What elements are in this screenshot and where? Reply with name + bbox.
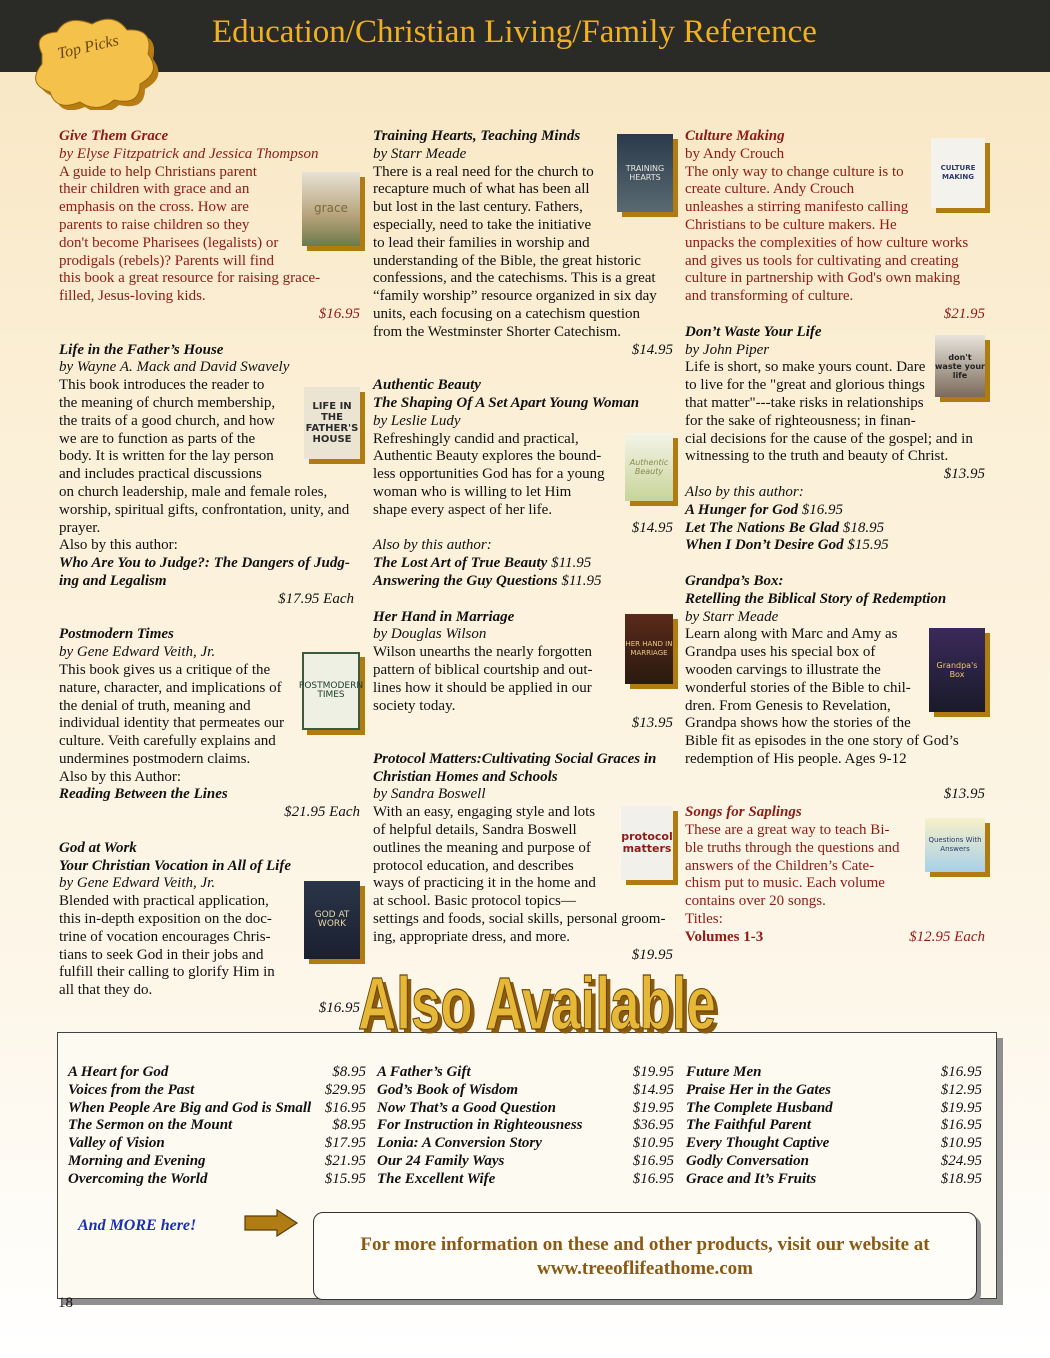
also-available-item[interactable] bbox=[377, 1082, 674, 1100]
item-price: $16.95 bbox=[324, 1099, 366, 1116]
book-cover-image bbox=[304, 387, 360, 459]
item-title: Our 24 Family Ways bbox=[377, 1152, 505, 1169]
cover-label: LIFE IN THE FATHER'S HOUSE bbox=[304, 387, 360, 459]
book-price: $14.95 bbox=[631, 341, 673, 358]
book-author: by Sandra Boswell bbox=[373, 786, 486, 803]
item-title: The Complete Husband bbox=[686, 1099, 833, 1116]
desc-line: wonderful stories of the Bible to chil- bbox=[685, 679, 911, 696]
item-price: $16.95 bbox=[632, 1152, 674, 1169]
also-by-title: Let The Nations Be Glad bbox=[685, 519, 840, 536]
book-culture-making bbox=[685, 128, 985, 324]
desc-line: from the Westminster Shorter Catechism. bbox=[373, 323, 622, 340]
also-by-title: A Hunger for God bbox=[685, 501, 798, 518]
desc-line: at school. Basic protocol topics— bbox=[373, 893, 576, 910]
also-by-title: When I Don’t Desire God bbox=[685, 537, 844, 554]
book-title: Culture Making bbox=[685, 128, 785, 144]
book-title: Postmodern Times bbox=[59, 626, 174, 643]
book-price: $13.95 bbox=[943, 786, 985, 803]
item-price: $36.95 bbox=[632, 1117, 674, 1134]
also-by-item bbox=[685, 537, 985, 555]
column-2 bbox=[373, 128, 673, 964]
desc-line: and includes practical discussions bbox=[59, 466, 262, 483]
and-more-link[interactable]: And MORE here! bbox=[78, 1217, 197, 1234]
desc-line: cial decisions for the cause of the gospel; and in bbox=[685, 430, 973, 447]
also-available-column-1 bbox=[68, 1064, 366, 1189]
cd-cover-image bbox=[925, 818, 985, 872]
item-price: $8.95 bbox=[332, 1117, 366, 1134]
also-by-price: $11.95 bbox=[561, 572, 602, 589]
desc-line: ing, appropriate dress, and more. bbox=[373, 928, 571, 945]
item-price: $8.95 bbox=[332, 1064, 366, 1080]
book-price: $16.95 bbox=[318, 305, 360, 322]
item-title: Now That’s a Good Question bbox=[377, 1099, 556, 1116]
top-picks-badge bbox=[22, 14, 160, 110]
book-title: Her Hand in Marriage bbox=[373, 608, 515, 625]
volumes-title: Volumes 1-3 bbox=[685, 928, 764, 945]
desc-line: body. It is written for the lay person bbox=[59, 448, 274, 465]
desc-line: to live for the "great and glorious things bbox=[685, 377, 925, 394]
book-cover-image bbox=[929, 628, 985, 712]
book-price: $13.95 bbox=[943, 466, 985, 483]
desc-line: Authentic Beauty explores the bound- bbox=[373, 448, 602, 465]
also-available-item[interactable] bbox=[68, 1064, 366, 1082]
desc-line: and gives us tools for cultivating and creating bbox=[685, 252, 959, 269]
page-number: 18 bbox=[58, 1295, 73, 1311]
cover-label: don't waste your life bbox=[935, 335, 985, 397]
desc-line: unpacks the complexities of how culture works bbox=[685, 234, 969, 251]
item-title: Valley of Vision bbox=[68, 1135, 165, 1152]
item-title: Grace and It’s Fruits bbox=[686, 1170, 817, 1187]
desc-line: the traits of a good church, and how bbox=[59, 412, 275, 429]
book-title: Training Hearts, Teaching Minds bbox=[373, 128, 581, 144]
book-title: Give Them Grace bbox=[59, 128, 169, 144]
book-title: Don’t Waste Your Life bbox=[685, 323, 822, 340]
item-title: For Instruction in Righteousness bbox=[377, 1117, 583, 1134]
book-cover-image bbox=[931, 138, 985, 208]
item-price: $29.95 bbox=[324, 1081, 366, 1098]
book-title: God at Work bbox=[59, 839, 137, 856]
item-title: The Sermon on the Mount bbox=[68, 1117, 233, 1134]
book-cover-image bbox=[304, 881, 360, 959]
desc-line: shape every aspect of her life. bbox=[373, 501, 553, 518]
book-author: by Wayne A. Mack and David Swavely bbox=[59, 359, 290, 376]
book-god-at-work bbox=[59, 840, 360, 1018]
desc-line: protocol education, and describes bbox=[373, 857, 574, 874]
desc-line: but lost in the last century. Fathers, bbox=[373, 199, 583, 216]
item-price: $21.95 bbox=[324, 1152, 366, 1169]
book-grandpas-box bbox=[685, 573, 985, 804]
desc-line: These are a great way to teach Bi- bbox=[685, 822, 890, 839]
item-price: $19.95 bbox=[940, 1099, 982, 1116]
also-by-item bbox=[373, 573, 673, 591]
desc-line: The only way to change culture is to bbox=[685, 163, 904, 180]
product-songs-for-saplings bbox=[685, 804, 985, 946]
desc-line: Also by this author: bbox=[59, 537, 178, 554]
desc-line: pattern of biblical courtship and out- bbox=[373, 661, 593, 678]
book-price: $16.95 bbox=[318, 1000, 360, 1017]
item-title: A Father’s Gift bbox=[377, 1064, 471, 1080]
book-price: $21.95 Each bbox=[284, 804, 360, 821]
desc-line: understanding of the Bible, the great historic bbox=[373, 252, 641, 269]
desc-line: fulfill their calling to glorify Him in bbox=[59, 964, 275, 981]
item-price: $16.95 bbox=[940, 1117, 982, 1134]
desc-line: this in-depth exposition on the doc- bbox=[59, 911, 272, 928]
desc-line: unleashes a stirring manifesto calling bbox=[685, 199, 909, 216]
also-available-heading bbox=[355, 955, 735, 1065]
website-info-box bbox=[313, 1212, 977, 1300]
item-price: $12.95 bbox=[940, 1081, 982, 1098]
book-author: by Leslie Ludy bbox=[373, 412, 461, 429]
item-price: $10.95 bbox=[632, 1135, 674, 1152]
book-title: Protocol Matters:Cultivating Social Graces in bbox=[373, 750, 657, 767]
also-by-item bbox=[685, 520, 985, 538]
also-available-item[interactable] bbox=[377, 1117, 674, 1135]
page-title: Education/Christian Living/Family Reference bbox=[212, 14, 817, 50]
also-available-item[interactable] bbox=[68, 1153, 366, 1171]
book-title-line-2: Christian Homes and Schools bbox=[373, 768, 558, 785]
desc-line: “family worship” resource organized in six day bbox=[373, 288, 657, 305]
desc-line: this book a great resource for raising grace- bbox=[59, 270, 321, 287]
desc-line: on church leadership, male and female roles, bbox=[59, 483, 328, 500]
book-author: by Elyse Fitzpatrick and Jessica Thompson bbox=[59, 145, 319, 162]
also-available-item[interactable] bbox=[68, 1100, 366, 1118]
also-by-title: Reading Between the Lines bbox=[59, 786, 228, 803]
also-available-item[interactable] bbox=[686, 1064, 982, 1082]
item-title: Praise Her in the Gates bbox=[686, 1081, 831, 1098]
cover-label: grace bbox=[302, 172, 360, 246]
book-cover-image bbox=[621, 806, 673, 880]
also-available-item[interactable] bbox=[686, 1171, 982, 1189]
desc-line: This book introduces the reader to bbox=[59, 377, 265, 394]
also-by-price: $11.95 bbox=[551, 555, 592, 572]
desc-line: woman who is willing to let Him bbox=[373, 483, 572, 500]
cover-label: Questions With Answers bbox=[925, 818, 985, 872]
book-author: by Gene Edward Veith, Jr. bbox=[59, 875, 216, 892]
also-available-item[interactable] bbox=[377, 1100, 674, 1118]
also-available-item[interactable] bbox=[377, 1064, 674, 1082]
also-available-item[interactable] bbox=[686, 1082, 982, 1100]
item-title: Every Thought Captive bbox=[686, 1135, 830, 1152]
book-subtitle: Retelling the Biblical Story of Redemption bbox=[685, 590, 947, 607]
also-by-price: $18.95 bbox=[842, 519, 885, 536]
book-author: by Douglas Wilson bbox=[373, 626, 487, 643]
desc-line: the denial of truth, meaning and bbox=[59, 697, 251, 714]
also-available-item[interactable] bbox=[68, 1082, 366, 1100]
desc-line: wooden carvings to illustrate the bbox=[685, 661, 881, 678]
book-cover-image bbox=[625, 433, 673, 501]
desc-line: answers of the Children’s Cate- bbox=[685, 857, 875, 874]
desc-line: units, each focusing on a catechism question bbox=[373, 305, 641, 322]
desc-line: we are to function as parts of the bbox=[59, 430, 256, 447]
desc-line: Grandpa shows how the stories of the bbox=[685, 715, 911, 732]
desc-line: individual identity that permeates our bbox=[59, 715, 284, 732]
book-protocol-matters bbox=[373, 751, 673, 965]
desc-line: that matter"---take risks in relationships bbox=[685, 394, 924, 411]
cover-label: Grandpa's Box bbox=[929, 628, 985, 712]
desc-line: the meaning of church membership, bbox=[59, 394, 276, 411]
desc-line: contains over 20 songs. bbox=[685, 893, 826, 910]
book-give-them-grace bbox=[59, 128, 360, 324]
item-title: Overcoming the World bbox=[68, 1170, 208, 1187]
book-subtitle: The Shaping Of A Set Apart Young Woman bbox=[373, 394, 640, 411]
desc-line: ways of practicing it in the home and bbox=[373, 875, 596, 892]
book-subtitle: Your Christian Vocation in All of Life bbox=[59, 857, 291, 874]
also-available-heading-shadow: Also Available bbox=[362, 966, 720, 1049]
also-available-item[interactable] bbox=[68, 1171, 366, 1189]
item-title: The Excellent Wife bbox=[377, 1170, 496, 1187]
desc-line: undermines postmodern claims. bbox=[59, 750, 251, 767]
also-available-item[interactable] bbox=[377, 1135, 674, 1153]
desc-line: less opportunities God has for a young bbox=[373, 466, 605, 483]
desc-line: lines how it should be applied in our bbox=[373, 679, 592, 696]
book-title: Authentic Beauty bbox=[373, 377, 481, 394]
cover-label: HER HAND IN MARRIAGE bbox=[625, 614, 673, 684]
also-available-item[interactable] bbox=[377, 1171, 674, 1189]
also-available-item[interactable] bbox=[686, 1153, 982, 1171]
also-available-column-2 bbox=[377, 1064, 674, 1189]
item-title: Voices from the Past bbox=[68, 1081, 195, 1098]
book-her-hand-in-marriage bbox=[373, 609, 673, 734]
item-price: $18.95 bbox=[940, 1170, 982, 1187]
desc-line: Refreshingly candid and practical, bbox=[373, 430, 579, 447]
desc-line: culture in partnership with God's own making bbox=[685, 270, 961, 287]
desc-line: confessions, and the catechisms. This is a great bbox=[373, 270, 656, 287]
desc-line: Life is short, so make yours count. Dare bbox=[685, 359, 926, 376]
also-by-item bbox=[685, 502, 985, 520]
desc-line: Grandpa uses his special box of bbox=[685, 644, 876, 661]
book-price: $17.95 Each bbox=[278, 590, 354, 607]
book-price: $14.95 bbox=[631, 519, 673, 536]
book-author: by Starr Meade bbox=[373, 145, 467, 162]
cover-label: CULTURE MAKING bbox=[931, 138, 985, 208]
also-by-label: Also by this author: bbox=[373, 537, 492, 554]
product-title: Songs for Saplings bbox=[685, 804, 802, 821]
item-title: God’s Book of Wisdom bbox=[377, 1081, 518, 1098]
book-author: by John Piper bbox=[685, 341, 770, 358]
desc-line: Wilson unearths the nearly forgotten bbox=[373, 644, 593, 661]
item-price: $16.95 bbox=[940, 1064, 982, 1080]
cover-label: Authentic Beauty bbox=[625, 433, 673, 501]
desc-line: trine of vocation encourages Chris- bbox=[59, 928, 271, 945]
badge-label: Top Picks bbox=[56, 32, 121, 63]
desc-line: nature, character, and implications of bbox=[59, 679, 282, 696]
also-available-item[interactable] bbox=[377, 1153, 674, 1171]
desc-line: especially, need to take the initiative bbox=[373, 216, 592, 233]
desc-line: create culture. Andy Crouch bbox=[685, 181, 855, 198]
desc-line: don't become Pharisees (legalists) or bbox=[59, 234, 279, 251]
website-url[interactable]: www.treeoflifeathome.com bbox=[537, 1258, 753, 1279]
desc-line: culture. Veith carefully explains and bbox=[59, 733, 276, 750]
book-price: $21.95 bbox=[943, 305, 985, 322]
column-1 bbox=[59, 128, 364, 1018]
desc-line: Christians to be culture makers. He bbox=[685, 216, 897, 233]
cover-label: protocol matters bbox=[621, 806, 673, 880]
book-cover-image bbox=[625, 614, 673, 684]
also-available-item[interactable] bbox=[68, 1117, 366, 1135]
book-life-in-the-fathers-house bbox=[59, 342, 360, 609]
also-available-item[interactable] bbox=[686, 1135, 982, 1153]
book-training-hearts bbox=[373, 128, 673, 359]
item-price: $19.95 bbox=[632, 1099, 674, 1116]
item-price: $19.95 bbox=[632, 1064, 674, 1080]
book-cover-image bbox=[935, 335, 985, 397]
item-title: A Heart for God bbox=[68, 1064, 169, 1080]
also-by-title: The Lost Art of True Beauty bbox=[373, 555, 548, 572]
desc-line: Bible fit as episodes in the one story of God’s bbox=[685, 733, 959, 750]
also-available-item[interactable] bbox=[68, 1135, 366, 1153]
book-cover-image bbox=[298, 652, 364, 730]
item-title: The Faithful Parent bbox=[686, 1117, 812, 1134]
book-cover-image bbox=[302, 172, 360, 246]
desc-line: worship, spiritual gifts, confrontation, unity, and bbox=[59, 501, 350, 518]
book-price: $13.95 bbox=[631, 715, 673, 732]
also-available-heading-text: Also Available bbox=[358, 962, 716, 1045]
also-available-item[interactable] bbox=[686, 1100, 982, 1118]
arrow-right-icon bbox=[243, 1208, 299, 1238]
cover-label: GOD AT WORK bbox=[304, 881, 360, 959]
item-title: Future Men bbox=[686, 1064, 762, 1080]
desc-line: all that they do. bbox=[59, 982, 153, 999]
desc-line: settings and foods, social skills, personal groom- bbox=[373, 911, 666, 928]
also-by-price: $15.95 bbox=[847, 537, 889, 554]
desc-line: filled, Jesus-loving kids. bbox=[59, 288, 206, 305]
desc-line: witnessing to the truth and beauty of Christ. bbox=[685, 448, 949, 465]
desc-line: recapture much of what has been all bbox=[373, 181, 590, 198]
desc-line: Blended with practical application, bbox=[59, 893, 269, 910]
desc-line: dren. From Genesis to Revelation, bbox=[685, 697, 891, 714]
also-by-price: $16.95 bbox=[801, 501, 843, 518]
item-title: Morning and Evening bbox=[68, 1152, 206, 1169]
item-price: $14.95 bbox=[632, 1081, 674, 1098]
desc-line: ble truths through the questions and bbox=[685, 839, 900, 856]
book-author: by Gene Edward Veith, Jr. bbox=[59, 644, 216, 661]
desc-line: and transforming of culture. bbox=[685, 288, 854, 305]
desc-line: outlines the meaning and purpose of bbox=[373, 839, 591, 856]
desc-line: prodigals (rebels)? Parents will find bbox=[59, 252, 274, 269]
desc-line: This book gives us a critique of the bbox=[59, 661, 271, 678]
volumes-row bbox=[685, 929, 985, 947]
book-postmodern-times bbox=[59, 626, 364, 822]
item-price: $24.95 bbox=[940, 1152, 982, 1169]
book-cover-image bbox=[617, 134, 673, 212]
book-authentic-beauty bbox=[373, 377, 673, 591]
book-title: Grandpa’s Box: bbox=[685, 572, 784, 589]
desc-line: parents to raise children so they bbox=[59, 216, 250, 233]
item-title: Godly Conversation bbox=[686, 1152, 809, 1169]
column-3 bbox=[685, 128, 985, 947]
info-line: For more information on these and other products, visit our website at bbox=[360, 1234, 930, 1255]
item-price: $16.95 bbox=[632, 1170, 674, 1187]
item-title: When People Are Big and God is Small bbox=[68, 1099, 312, 1116]
desc-line: chism put to music. Each volume bbox=[685, 875, 885, 892]
also-by-title: Who Are You to Judge?: The Dangers of Judg- bbox=[59, 555, 350, 572]
book-price: $19.95 bbox=[631, 946, 673, 963]
desc-line: Also by this Author: bbox=[59, 768, 182, 785]
item-title: Lonia: A Conversion Story bbox=[377, 1135, 542, 1152]
book-dont-waste-your-life bbox=[685, 324, 985, 555]
desc-line: emphasis on the cross. How are bbox=[59, 199, 249, 216]
website-info-text bbox=[314, 1233, 976, 1281]
desc-line: to lead their families in worship and bbox=[373, 234, 590, 251]
desc-line: Learn along with Marc and Amy as bbox=[685, 626, 898, 643]
item-price: $15.95 bbox=[324, 1170, 366, 1187]
desc-line: their children with grace and an bbox=[59, 181, 250, 198]
desc-line: There is a real need for the church to bbox=[373, 163, 594, 180]
also-by-label: Also by this author: bbox=[685, 483, 804, 500]
item-price: $10.95 bbox=[940, 1135, 982, 1152]
also-by-title: Answering the Guy Questions bbox=[373, 572, 558, 589]
item-price: $17.95 bbox=[324, 1135, 366, 1152]
book-author: by Starr Meade bbox=[685, 608, 779, 625]
also-by-item bbox=[373, 555, 673, 573]
desc-line: redemption of His people. Ages 9-12 bbox=[685, 750, 907, 767]
cover-label: POSTMODERN TIMES bbox=[302, 652, 360, 730]
desc-line: of helpful details, Sandra Boswell bbox=[373, 822, 577, 839]
also-by-title: ing and Legalism bbox=[59, 572, 167, 589]
also-available-item[interactable] bbox=[686, 1117, 982, 1135]
desc-line: tians to seek God in their jobs and bbox=[59, 946, 264, 963]
also-available-column-3 bbox=[686, 1064, 982, 1189]
product-price: $12.95 Each bbox=[909, 928, 985, 945]
desc-line: Titles: bbox=[685, 911, 723, 928]
desc-line: prayer. bbox=[59, 519, 101, 536]
desc-line: for the sake of righteousness; in finan- bbox=[685, 412, 916, 429]
cover-label: TRAINING HEARTS bbox=[617, 134, 673, 212]
desc-line: With an easy, engaging style and lots bbox=[373, 804, 596, 821]
book-title: Life in the Father’s House bbox=[59, 341, 224, 358]
book-author: by Andy Crouch bbox=[685, 145, 785, 162]
desc-line: A guide to help Christians parent bbox=[59, 163, 257, 180]
desc-line: society today. bbox=[373, 697, 456, 714]
